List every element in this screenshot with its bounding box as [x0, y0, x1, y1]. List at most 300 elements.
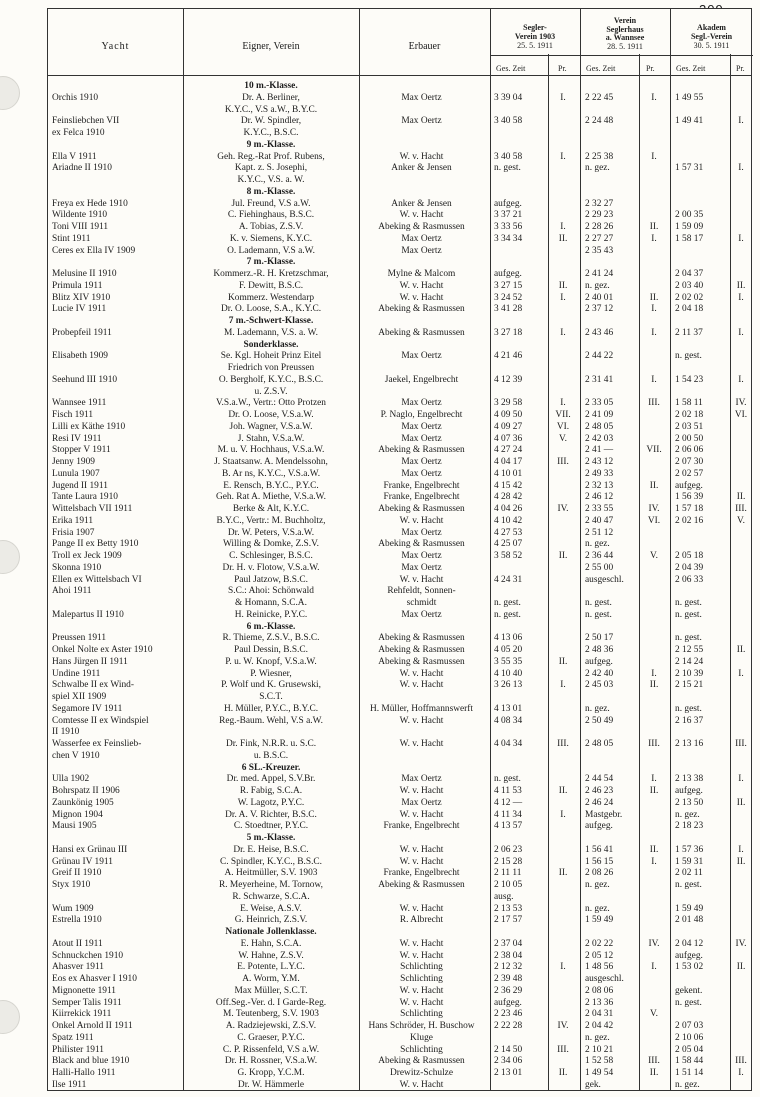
class-heading-row: [48, 622, 751, 634]
race2-time: n. gez.: [585, 703, 610, 714]
race1-prize: I.: [560, 327, 566, 338]
builder: W. v. Hacht: [399, 210, 444, 221]
owner-club: Dr. W. Hämmerle: [237, 1079, 305, 1090]
race2-prize: IV.: [648, 938, 660, 949]
race2-time: 2 28 26: [585, 222, 614, 232]
owner-club: P. u. W. Knopf, V.S.a.W.: [225, 656, 317, 667]
race1-time: aufgeg.: [494, 997, 522, 1008]
owner-club: A. Worm, Y.M.: [242, 974, 300, 984]
race3-prize: II.: [736, 645, 746, 655]
table-row: [48, 363, 751, 375]
header-yacht: Yacht: [101, 40, 130, 52]
builder: Rehfeldt, Sonnen-: [387, 586, 456, 597]
race3-time: 2 02 16: [675, 515, 704, 526]
race1-time: 3 41 28: [494, 304, 523, 315]
builder: Abeking & Rasmussen: [378, 656, 465, 667]
race3-line: Akadem: [697, 23, 726, 32]
builder: Max Oertz: [401, 797, 442, 808]
race1-time: 3 27 18: [494, 327, 523, 338]
race2-time: 2 33 55: [585, 504, 614, 514]
race1-prize: III.: [557, 1044, 569, 1055]
builder: Max Oertz: [401, 562, 442, 573]
race3-time: 2 04 37: [675, 269, 704, 279]
race1-prize: I.: [560, 809, 566, 820]
owner-club: Dr. W. Spindler,: [240, 116, 302, 127]
builder: W. v. Hacht: [399, 574, 444, 585]
owner-club: H. Müller, P.Y.C., B.Y.C.: [223, 703, 319, 714]
yacht-name: Troll ex Jeck 1909: [52, 551, 122, 561]
race2-time: ausgeschl.: [585, 974, 624, 984]
race2-prize: I.: [651, 304, 657, 315]
race1-time: 2 38 04: [494, 950, 523, 961]
table-row: [48, 786, 751, 798]
race1-time: 4 13 57: [494, 821, 523, 832]
owner-club: B. Ar ns, K.Y.C., V.S.a.W.: [221, 468, 321, 479]
race2-time: 2 41 09: [585, 410, 614, 420]
race2-time: 2 36 44: [585, 551, 614, 561]
race2-time: 2 37 12: [585, 304, 614, 315]
builder: Franke, Engelbrecht: [383, 821, 460, 832]
race3-time: 1 59 09: [675, 222, 704, 232]
table-row: [48, 716, 751, 728]
race2-time: n. gez.: [585, 539, 610, 550]
class-heading-row: [48, 187, 751, 199]
builder: Max Oertz: [401, 457, 442, 467]
race1-prize: I.: [560, 92, 566, 103]
race3-time: 2 18 23: [675, 821, 704, 832]
owner-club: 7 m.-Klasse.: [246, 257, 296, 268]
yacht-name: Schwalbe II ex Wind-: [52, 680, 134, 691]
race2-prize: I.: [651, 856, 657, 867]
race1-time: 3 33 56: [494, 222, 523, 232]
race2-time: 2 42 40: [585, 668, 614, 679]
yacht-name: Stint 1911: [52, 233, 91, 244]
race2-time-header: Ges. Zeit: [586, 63, 616, 73]
owner-club: M. u. V. Hochhaus, V.S.a.W.: [217, 445, 325, 456]
race2-time: 2 08 26: [585, 868, 614, 879]
race3-prize: III.: [735, 504, 747, 514]
class-heading-row: [48, 927, 751, 939]
race3-time: 1 49 41: [675, 116, 704, 127]
race2-time: 2 43 12: [585, 457, 614, 467]
race1-time: 4 12 —: [494, 797, 523, 808]
owner-club: A. Tobias, Z.S.V.: [238, 222, 304, 232]
race1-time: 4 28 42: [494, 492, 523, 503]
owner-club: J. Stahn, V.S.a.W.: [237, 433, 305, 444]
race1-time: 4 09 27: [494, 421, 523, 432]
yacht-name: Fisch 1911: [52, 410, 94, 420]
race1-time: n. gest.: [494, 774, 521, 785]
table-row: [48, 598, 751, 610]
table-row: [48, 539, 751, 551]
yacht-name: Ellen ex Wittelsbach VI: [52, 574, 142, 585]
race2-prize: I.: [651, 233, 657, 244]
table-row: [48, 398, 751, 410]
yacht-name: Grünau IV 1911: [52, 856, 113, 867]
owner-club: 9 m.-Klasse.: [246, 139, 296, 150]
race1-time: 2 11 11: [494, 868, 522, 879]
owner-club: 8 m.-Klasse.: [246, 186, 296, 197]
yacht-name: ex Felca 1910: [52, 128, 105, 138]
race3-prize: I.: [738, 292, 744, 303]
race1-time: aufgeg.: [494, 269, 522, 279]
class-heading-row: [48, 833, 751, 845]
yacht-name: Ulla 1902: [52, 774, 90, 785]
builder: Max Oertz: [401, 609, 442, 620]
owner-club: E. Hahn, S.C.A.: [240, 938, 302, 949]
race1-time: 4 07 36: [494, 433, 523, 444]
race2-time: 1 49 54: [585, 1068, 614, 1078]
race2-time: 2 46 12: [585, 492, 614, 503]
owner-club: K.Y.C., V.S. a. W.: [237, 175, 305, 185]
owner-club: A. Heitmüller, S.V. 1903: [224, 868, 318, 879]
race2-prize: II.: [649, 480, 659, 491]
race1-time: 2 15 28: [494, 856, 523, 867]
race2-time: 2 46 23: [585, 786, 614, 796]
yacht-name: Eos ex Ahasver I 1910: [52, 974, 137, 984]
race2-line: Verein: [613, 16, 637, 25]
table-row: [48, 234, 751, 246]
race2-prize: II.: [649, 1068, 659, 1078]
builder: schmidt: [406, 598, 437, 608]
table-row: [48, 939, 751, 951]
yacht-name: Comtesse II ex Windspiel: [52, 715, 149, 726]
race1-time: 3 24 52: [494, 292, 523, 303]
owner-club: G. Heinrich, Z.S.V.: [234, 915, 308, 926]
builder: W. v. Hacht: [399, 680, 444, 691]
header-builder: Erbauer: [408, 40, 441, 52]
race2-time: n. gest.: [585, 609, 612, 620]
race2-prize: I.: [651, 374, 657, 385]
builder: Schlichting: [400, 974, 443, 984]
table-row: [48, 798, 751, 810]
owner-club: Willing & Domke, Z.S.V.: [222, 539, 320, 550]
header-race-3: [670, 17, 753, 75]
table-row: [48, 821, 751, 833]
yacht-name: Wittelsbach VII 1911: [52, 504, 133, 514]
race2-line: 28. 5. 1911: [607, 41, 643, 51]
race3-time: aufgeg.: [675, 786, 703, 796]
race2-prize: V.: [650, 551, 658, 561]
yacht-name: Skonna 1910: [52, 562, 102, 573]
race3-time: 1 58 11: [675, 398, 703, 409]
table-header: [48, 17, 751, 76]
race2-time: ausgeschl.: [585, 574, 624, 585]
owner-club: 6 m.-Klasse.: [246, 621, 296, 632]
yacht-name: Resi IV 1911: [52, 433, 102, 444]
owner-club: Nationale Jollenklasse.: [225, 927, 317, 937]
builder: Abeking & Rasmussen: [378, 633, 465, 644]
builder: W. v. Hacht: [399, 1079, 444, 1090]
table-row: [48, 704, 751, 716]
race2-prize: IV.: [648, 504, 660, 514]
race3-time: 2 13 38: [675, 774, 704, 785]
owner-club: W. Lagotz, P.Y.C.: [237, 797, 305, 808]
race3-time: 2 14 24: [675, 656, 704, 667]
race1-time: 2 13 01: [494, 1068, 523, 1078]
owner-club: Geh. Rat A. Miethe, V.S.a.W.: [216, 492, 326, 503]
race2-prize: I.: [651, 962, 657, 973]
owner-club: Friedrich von Preussen: [227, 363, 315, 373]
class-heading-row: [48, 257, 751, 269]
table-row: [48, 727, 751, 739]
race1-time: 2 17 57: [494, 915, 523, 926]
race3-prize: IV.: [735, 938, 747, 949]
builder: Schlichting: [400, 1044, 443, 1055]
race3-prize: II.: [736, 280, 746, 291]
builder: Abeking & Rasmussen: [378, 880, 465, 890]
table-row: [48, 892, 751, 904]
race1-prize-header: Pr.: [558, 64, 567, 73]
race2-time: aufgeg.: [585, 656, 613, 667]
owner-club: Paul Dessin, B.S.C.: [234, 645, 308, 655]
table-row: [48, 210, 751, 222]
table-row: [48, 1068, 751, 1080]
owner-club: 7 m.-Schwert-Klasse.: [228, 316, 314, 326]
yacht-name: Toni VIII 1911: [52, 222, 109, 232]
builder: W. v. Hacht: [399, 856, 444, 867]
race1-time: 4 13 06: [494, 633, 523, 644]
race1-prize: VI.: [556, 421, 570, 432]
builder: Franke, Engelbrecht: [383, 480, 460, 491]
race2-time: 2 33 05: [585, 398, 614, 409]
table-row: [48, 434, 751, 446]
race2-prize: I.: [651, 151, 657, 162]
table-row: [48, 1045, 751, 1057]
yacht-name: Ahoi 1911: [52, 586, 92, 597]
race2-prize: VII.: [646, 445, 662, 456]
race3-time: aufgeg.: [675, 480, 703, 491]
race2-prize: III.: [648, 398, 660, 409]
table-body: [48, 81, 751, 1092]
builder: W. v. Hacht: [399, 844, 444, 855]
table-row: [48, 422, 751, 434]
race2-time: 2 40 47: [585, 515, 614, 526]
race3-time: 1 57 18: [675, 504, 704, 514]
race2-time: 2 25 38: [585, 151, 614, 162]
table-row: [48, 575, 751, 587]
race1-time: 4 27 24: [494, 445, 523, 456]
yacht-name: Kiirrekick 1911: [52, 1009, 112, 1020]
owner-club: E. Potente, L.Y.C.: [237, 962, 305, 973]
race3-prize: I.: [738, 327, 744, 338]
yacht-name: Mignon 1904: [52, 809, 103, 820]
race1-prize: I.: [560, 962, 566, 973]
race2-time: 2 27 27: [585, 233, 614, 244]
builder: W. v. Hacht: [399, 739, 444, 749]
table-row: [48, 469, 751, 481]
race2-prize: III.: [648, 739, 660, 749]
table-row: [48, 516, 751, 528]
race2-time: 2 04 42: [585, 1021, 614, 1031]
race2-prize: I.: [651, 668, 657, 679]
table-row: [48, 692, 751, 704]
yacht-name: Mausi 1905: [52, 821, 97, 832]
race3-time: 2 10 06: [675, 1032, 704, 1043]
owner-club: K. v. Siemens, K.Y.C.: [229, 233, 313, 244]
owner-club: u. B.S.C.: [253, 750, 289, 761]
yacht-name: Semper Talis 1911: [52, 997, 122, 1008]
table-row: [48, 175, 751, 187]
table-row: [48, 163, 751, 175]
table-row: [48, 962, 751, 974]
header-owner: Eigner, Verein: [242, 40, 300, 52]
race1-time: 4 15 42: [494, 480, 523, 491]
owner-club: & Homann, S.C.A.: [235, 598, 307, 608]
yacht-name: Jenny 1909: [52, 457, 95, 467]
builder: Max Oertz: [401, 527, 442, 538]
table-row: [48, 128, 751, 140]
race1-time: 3 37 21: [494, 210, 523, 221]
punch-hole: [0, 76, 20, 110]
yacht-name: Primula 1911: [52, 280, 103, 291]
race2-prize: I.: [651, 774, 657, 785]
race3-time: gekent.: [675, 985, 703, 996]
builder: Hans Schröder, H. Buschow: [368, 1021, 475, 1031]
owner-club: Geh. Reg.-Rat Prof. Rubens,: [217, 151, 325, 162]
owner-club: C. Graeser, P.Y.C.: [237, 1032, 305, 1043]
race1-prize: VII.: [555, 410, 571, 420]
race3-time: 2 00 35: [675, 210, 704, 221]
race3-time: n. gest.: [675, 598, 702, 608]
race1-prize: II.: [558, 233, 568, 244]
yacht-name: Lucie IV 1911: [52, 304, 107, 315]
builder: Abeking & Rasmussen: [378, 445, 465, 456]
race3-time: 2 03 40: [675, 280, 704, 291]
builder: W. v. Hacht: [399, 715, 444, 726]
owner-club: Berke & Alt, K.Y.C.: [232, 504, 310, 514]
builder: H. Müller, Hoffmannswerft: [369, 703, 474, 714]
race3-time: 2 16 37: [675, 715, 704, 726]
race3-time: 2 01 48: [675, 915, 704, 926]
builder: Max Oertz: [401, 421, 442, 432]
race2-time: 2 44 22: [585, 351, 614, 362]
race3-time: 2 05 18: [675, 551, 704, 561]
builder: P. Naglo, Engelbrecht: [380, 410, 463, 420]
race1-time: 3 58 52: [494, 551, 523, 561]
race2-time: n. gez.: [585, 280, 610, 291]
race2-time: 2 32 13: [585, 480, 614, 491]
race1-time: 4 10 40: [494, 668, 523, 679]
race2-time: 2 05 12: [585, 950, 614, 961]
builder: Max Oertz: [401, 233, 442, 244]
race3-time: 2 15 21: [675, 680, 704, 691]
race2-time: 2 10 21: [585, 1044, 614, 1055]
race3-time: 2 10 39: [675, 668, 704, 679]
race3-prize: I.: [738, 1068, 744, 1078]
yacht-name: Estrella 1910: [52, 915, 102, 926]
class-heading-row: [48, 763, 751, 775]
race3-time: n. gest.: [675, 351, 702, 362]
owner-club: Dr. H. Rossner, V.S.a.W.: [224, 1056, 318, 1067]
race3-prize: I.: [738, 116, 744, 127]
race1-time: 3 55 35: [494, 656, 523, 667]
builder: W. v. Hacht: [399, 786, 444, 796]
race2-time: 2 49 33: [585, 468, 614, 479]
table-row: [48, 1080, 751, 1092]
race1-time: 2 22 28: [494, 1021, 523, 1031]
owner-club: F. Dewitt, B.S.C.: [238, 280, 304, 291]
builder: Kluge: [410, 1032, 433, 1043]
table-row: [48, 492, 751, 504]
race3-time: 2 12 55: [675, 645, 704, 655]
race1-time: 3 27 15: [494, 280, 523, 291]
builder: Max Oertz: [401, 433, 442, 444]
owner-club: M. Teutenberg, S.V. 1903: [223, 1009, 319, 1020]
builder: W. v. Hacht: [399, 985, 444, 996]
class-heading-row: [48, 140, 751, 152]
race1-prize: II.: [558, 280, 568, 291]
race3-time: 1 56 39: [675, 492, 704, 503]
race1-time: n. gest.: [494, 598, 521, 608]
table-row: [48, 551, 751, 563]
race1-time: 4 24 31: [494, 574, 523, 585]
race1-prize: I.: [560, 398, 566, 409]
race3-time: 1 53 02: [675, 962, 704, 973]
builder: Max Oertz: [401, 774, 442, 785]
owner-club: V.S.a.W., Vertr.: Otto Protzen: [216, 398, 326, 409]
owner-club: Joh. Wagner, V.S.a.W.: [229, 421, 313, 432]
table-row: [48, 293, 751, 305]
table-row: [48, 610, 751, 622]
table-row: [48, 951, 751, 963]
race1-time-header: Ges. Zeit: [496, 64, 526, 73]
race3-time-header: Ges. Zeit: [676, 64, 706, 73]
race2-time: 2 02 22: [585, 938, 614, 949]
race1-prize: II.: [558, 786, 568, 796]
race2-time: 2 13 36: [585, 997, 614, 1008]
race1-time: 3 34 34: [494, 233, 523, 244]
yacht-name: Styx 1910: [52, 880, 91, 890]
yacht-name: Freya ex Hede 1910: [52, 198, 128, 209]
yacht-name: Erika 1911: [52, 515, 94, 526]
table-row: [48, 375, 751, 387]
race2-time: 1 56 15: [585, 856, 614, 867]
race3-time: 2 11 37: [675, 327, 703, 338]
race3-prize: II.: [736, 797, 746, 808]
owner-club: M. Lademann, V.S. a. W.: [224, 327, 318, 338]
yacht-name: Undine 1911: [52, 668, 101, 679]
race2-time: 2 42 03: [585, 433, 614, 444]
race2-prize: V.: [650, 1009, 658, 1020]
race1-prize: V.: [559, 433, 567, 444]
table-row: [48, 304, 751, 316]
table-row: [48, 739, 751, 751]
owner-club: K.Y.C., V.S a.W., B.Y.C.: [224, 104, 318, 115]
race3-time: n. gest.: [675, 633, 702, 644]
yacht-name: Hans Jürgen II 1911: [52, 656, 128, 667]
table-row: [48, 1009, 751, 1021]
yacht-name: Mignonette 1911: [52, 985, 116, 996]
race1-prize: IV.: [557, 1021, 569, 1031]
owner-club: H. Reinicke, P.Y.C.: [234, 609, 308, 620]
builder: Max Oertz: [401, 92, 442, 103]
race2-prize: II.: [649, 222, 659, 232]
owner-club: C. Spindler, K.Y.C., B.S.C.: [219, 856, 323, 867]
race2-time: 2 04 31: [585, 1009, 614, 1020]
owner-club: P. Wiesner,: [250, 668, 292, 679]
yacht-name: Ceres ex Ella IV 1909: [52, 245, 136, 256]
table-row: [48, 974, 751, 986]
owner-club: Kapt. z. S. Josephi,: [234, 163, 308, 174]
builder: Abeking & Rasmussen: [378, 504, 465, 514]
race1-time: n. gest.: [494, 163, 521, 174]
builder: W. v. Hacht: [399, 292, 444, 303]
yacht-name: Elisabeth 1909: [52, 351, 108, 362]
owner-club: Max Müller, S.C.T.: [234, 985, 308, 996]
race1-prize: II.: [558, 1068, 568, 1078]
owner-club: G. Kropp, Y.C.M.: [237, 1068, 305, 1078]
